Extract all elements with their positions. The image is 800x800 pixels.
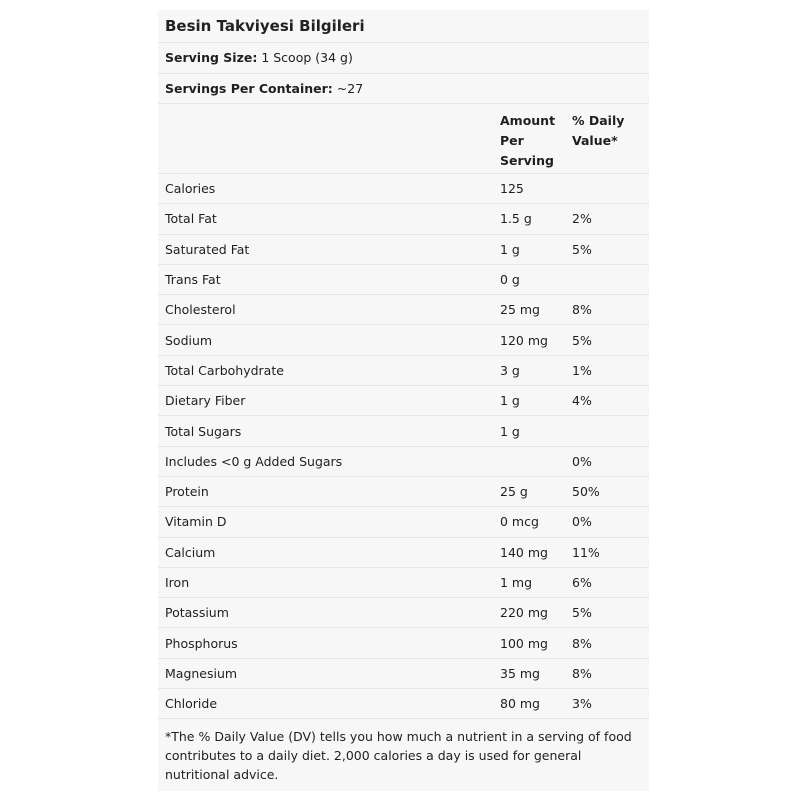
daily-value-column-header bbox=[572, 111, 649, 151]
nutrient-amount: 100 mg bbox=[500, 635, 548, 651]
nutrient-daily-value: 3% bbox=[572, 696, 592, 712]
nutrient-daily-value: 11% bbox=[572, 544, 600, 560]
dv-header-line: % Daily bbox=[572, 113, 625, 128]
servings-per-container-row bbox=[158, 74, 649, 105]
nutrient-row bbox=[158, 507, 649, 537]
panel-title: Besin Takviyesi Bilgileri bbox=[158, 10, 649, 43]
nutrient-daily-value: 5% bbox=[572, 605, 592, 621]
daily-value-footnote: *The % Daily Value (DV) tells you how much a nutrient in a serving of food contributes to a daily diet. 2,000 calories a day is used for general nutritional advice. bbox=[165, 729, 632, 783]
nutrient-row bbox=[158, 265, 649, 295]
servings-per-container-label: Servings Per Container: bbox=[165, 80, 333, 96]
nutrient-row bbox=[158, 689, 649, 719]
nutrient-name: Protein bbox=[165, 484, 209, 500]
nutrient-row bbox=[158, 174, 649, 204]
nutrient-daily-value: 6% bbox=[572, 575, 592, 590]
nutrient-amount: 1 g bbox=[500, 241, 520, 257]
nutrient-row bbox=[158, 204, 649, 234]
nutrient-row bbox=[158, 356, 649, 386]
nutrient-name: Trans Fat bbox=[165, 272, 221, 288]
nutrient-row bbox=[158, 538, 649, 568]
nutrient-amount: 35 mg bbox=[500, 665, 540, 681]
nutrient-daily-value: 0% bbox=[572, 514, 592, 530]
serving-size-row bbox=[158, 43, 649, 74]
nutrient-amount: 0 g bbox=[500, 272, 520, 288]
nutrient-amount: 1.5 g bbox=[500, 211, 532, 227]
nutrient-amount: 25 mg bbox=[500, 302, 540, 318]
nutrient-daily-value: 8% bbox=[572, 665, 592, 681]
nutrient-daily-value: 1% bbox=[572, 362, 592, 378]
nutrient-amount: 220 mg bbox=[500, 605, 548, 621]
nutrient-name: Phosphorus bbox=[165, 635, 238, 651]
nutrient-row bbox=[158, 659, 649, 689]
supplement-facts-panel bbox=[158, 10, 649, 791]
nutrient-name: Potassium bbox=[165, 605, 229, 621]
nutrient-name: Saturated Fat bbox=[165, 241, 250, 257]
nutrient-name: Magnesium bbox=[165, 665, 238, 681]
nutrient-name: Total Fat bbox=[165, 211, 217, 227]
nutrient-daily-value: 5% bbox=[572, 332, 592, 348]
nutrient-daily-value: 5% bbox=[572, 241, 592, 257]
nutrient-amount: 1 g bbox=[500, 423, 520, 439]
amount-header-line: Per bbox=[500, 133, 524, 148]
nutrient-name: Dietary Fiber bbox=[165, 393, 246, 409]
nutrient-row bbox=[158, 386, 649, 416]
nutrient-row bbox=[158, 325, 649, 355]
nutrient-row bbox=[158, 295, 649, 325]
servings-per-container-value: ~27 bbox=[336, 80, 364, 96]
nutrient-name: Sodium bbox=[165, 332, 213, 348]
nutrient-daily-value: 4% bbox=[572, 393, 592, 409]
nutrient-name: Cholesterol bbox=[165, 302, 236, 318]
dv-header-line: Value* bbox=[572, 133, 618, 148]
nutrient-amount: 80 mg bbox=[500, 696, 540, 712]
nutrient-name: Includes <0 g Added Sugars bbox=[165, 453, 343, 469]
nutrient-name: Calcium bbox=[165, 544, 216, 560]
nutrient-daily-value: 2% bbox=[572, 211, 592, 227]
nutrient-row bbox=[158, 477, 649, 507]
nutrient-row bbox=[158, 628, 649, 658]
nutrient-name: Total Sugars bbox=[165, 423, 242, 439]
nutrient-amount: 125 bbox=[500, 181, 524, 197]
nutrient-row bbox=[158, 568, 649, 598]
nutrient-row bbox=[158, 416, 649, 446]
nutrient-row bbox=[158, 235, 649, 265]
nutrient-daily-value: 8% bbox=[572, 302, 592, 318]
serving-size-label: Serving Size: bbox=[165, 50, 258, 66]
nutrient-row bbox=[158, 598, 649, 628]
amount-column-header bbox=[500, 111, 572, 171]
nutrient-name: Calories bbox=[165, 181, 216, 197]
nutrient-amount: 1 mg bbox=[500, 575, 533, 590]
nutrient-amount: 1 g bbox=[500, 393, 520, 409]
nutrient-amount: 120 mg bbox=[500, 332, 548, 348]
nutrient-table-body bbox=[158, 174, 649, 719]
nutrient-name: Total Carbohydrate bbox=[165, 362, 284, 378]
nutrient-daily-value: 8% bbox=[572, 635, 592, 651]
amount-header-line: Serving bbox=[500, 153, 554, 168]
nutrient-amount: 0 mcg bbox=[500, 514, 539, 530]
nutrient-row bbox=[158, 447, 649, 477]
nutrient-daily-value: 0% bbox=[572, 453, 592, 469]
nutrient-name: Vitamin D bbox=[165, 514, 227, 530]
nutrient-name: Chloride bbox=[165, 696, 218, 712]
column-header-row bbox=[158, 104, 649, 174]
nutrient-amount: 3 g bbox=[500, 362, 520, 378]
serving-size-value: 1 Scoop (34 g) bbox=[261, 50, 353, 66]
nutrient-amount: 25 g bbox=[500, 484, 528, 500]
nutrient-amount: 140 mg bbox=[500, 544, 548, 560]
nutrient-daily-value: 50% bbox=[572, 484, 600, 500]
amount-header-line: Amount bbox=[500, 113, 556, 128]
nutrient-name: Iron bbox=[165, 575, 190, 590]
